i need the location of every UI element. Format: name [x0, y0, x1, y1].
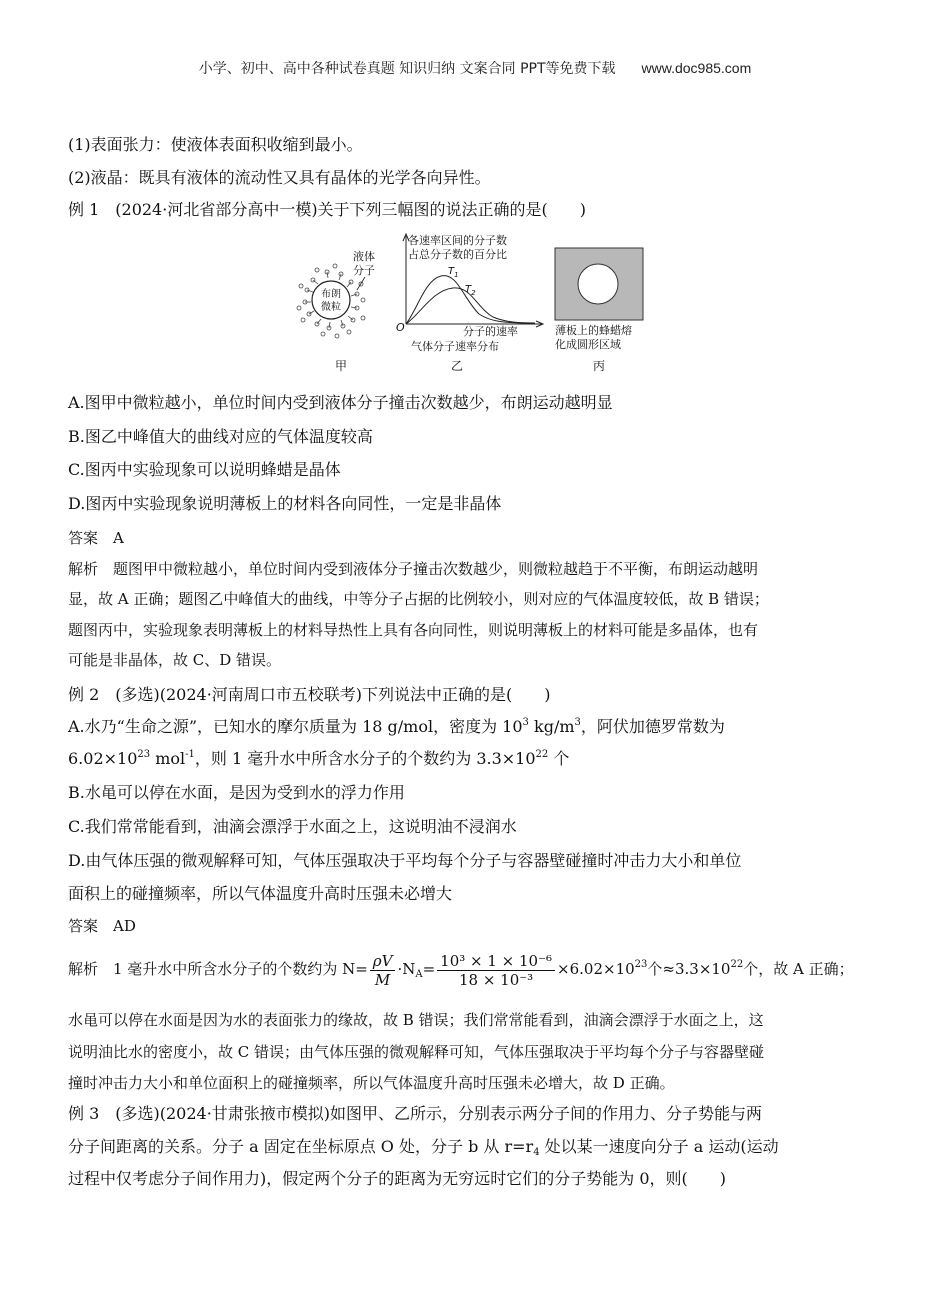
example1-option-c: C.图丙中实验现象可以说明蜂蜡是晶体	[68, 460, 341, 479]
example2-answer: 答案 AD	[68, 917, 136, 935]
figure-b-caption: 气体分子速率分布	[411, 340, 499, 353]
example1-option-a: A.图甲中微粒越小，单位时间内受到液体分子撞击次数越少，布朗运动越明显	[68, 393, 613, 412]
example1-explanation-1: 解析 题图甲中微粒越小，单位时间内受到液体分子撞击次数越少，则微粒越趋于不平衡，布朗运动越明	[68, 560, 759, 578]
example3-stem-line2: 分子间距离的关系。分子 a 固定在坐标原点 O 处，分子 b 从 $r=r_4$ 处以某一速度向分子 a 运动(运动	[68, 1137, 779, 1158]
example1-explanation-4: 可能是非晶体，故 C、D 错误。	[68, 651, 282, 669]
figure-a-molecule-label: 分子	[353, 264, 375, 277]
figure-a-brownian	[297, 249, 375, 373]
example1-option-b: B.图乙中峰值大的曲线对应的气体温度较高	[68, 427, 373, 446]
figure-c-caption2: 化成圆形区域	[555, 338, 621, 351]
figure-b-T2-label: $T_2$	[465, 284, 476, 297]
example2-stem: 例 2 (多选)(2024·河南周口市五校联考)下列说法中正确的是( )	[68, 685, 551, 704]
example2-explanation-3: 说明油比水的密度小，故 C 错误；由气体压强的微观解释可知，气体压强取决于平均每个分子与容器壁碰	[68, 1043, 765, 1061]
figure-a-liquid-label: 液体	[353, 250, 375, 263]
header-url[interactable]: www.doc985.com	[641, 60, 752, 76]
example2-option-a-line1: A.水乃“生命之源”，已知水的摩尔质量为 18 g/mol，密度为 $10^3$ $kg/m^3$，阿伏加德罗常数为	[68, 717, 725, 736]
example1-figure	[293, 228, 653, 378]
example2-explanation-formula: 解析 1 毫升水中所含水分子的个数约为 N= $\frac{\rho V}{M}$ $\cdot N_A=$ $\frac{\text{10³ × 1 × 10⁻⁶}}{\text{18 × 10⁻³}}$ $\times 6.02\times 10^{23}$个$\approx 3.3\times 10^{22}$个，故 A 正确；	[68, 951, 854, 989]
example1-answer: 答案 A	[68, 529, 124, 547]
example2-option-b: B.水黾可以停在水面，是因为受到水的浮力作用	[68, 783, 405, 802]
figure-b-origin: O	[396, 321, 405, 334]
figure-b-ylabel1: 各速率区间的分子数	[408, 234, 507, 247]
figure-a-particle-label1: 布朗	[321, 289, 341, 300]
figure-b-ylabel2: 占总分子数的百分比	[408, 248, 507, 261]
figure-c-caption1: 薄板上的蜂蜡熔	[555, 324, 632, 337]
example1-explanation-3: 题图丙中，实验现象表明薄板上的材料导热性上具有各向同性，则说明薄板上的材料可能是多晶体，也有	[68, 621, 759, 639]
note-surface-tension: (1)表面张力：使液体表面积收缩到最小。	[68, 135, 363, 154]
figure-c-wax-plate	[555, 248, 643, 373]
page-header	[0, 58, 950, 78]
example3-stem-line3: 过程中仅考虑分子间作用力)，假定两个分子的距离为无穷远时它们的分子势能为 0，则( )	[68, 1169, 726, 1188]
example2-option-d-line1: D.由气体压强的微观解释可知，气体压强取决于平均每个分子与容器壁碰撞时冲击力大小和单位	[68, 851, 742, 870]
figure-b-label: 乙	[451, 359, 464, 373]
example1-explanation-2: 显，故 A 正确；题图乙中峰值大的曲线，中等分子占据的比例较小，则对应的气体温度较低，故 B 错误；	[68, 590, 769, 608]
example3-stem-line1: 例 3 (多选)(2024·甘肃张掖市模拟)如图甲、乙所示，分别表示两分子间的作用力、分子势能与两	[68, 1104, 763, 1123]
example2-option-a-line2: $6.02\times 10^{23}$ mol$^{-1}$，则 1 毫升水中所含水分子的个数约为 $3.3\times 10^{22}$ 个	[68, 749, 570, 768]
figure-c-label: 丙	[593, 359, 606, 373]
note-liquid-crystal: (2)液晶：既具有液体的流动性又具有晶体的光学各向异性。	[68, 168, 491, 187]
figure-a-caption: 甲	[335, 359, 348, 373]
figure-b-distribution	[396, 233, 543, 373]
fraction-numeric: $\frac{\text{10³ × 1 × 10⁻⁶}}{\text{18 × 10⁻³}}$	[437, 952, 555, 989]
header-text: 小学、初中、高中各种试卷真题 知识归纳 文案合同 PPT等免费下载	[198, 61, 616, 77]
example2-option-c: C.我们常常能看到，油滴会漂浮于水面之上，这说明油不浸润水	[68, 817, 517, 836]
fraction-rhoV-over-M: $\frac{\rho V}{M}$	[370, 952, 396, 989]
example2-option-d-line2: 面积上的碰撞频率，所以气体温度升高时压强未必增大	[68, 884, 453, 903]
example2-explanation-2: 水黾可以停在水面是因为水的表面张力的缘故，故 B 错误；我们常常能看到，油滴会漂浮于水面之上，这	[68, 1011, 764, 1029]
example1-option-d: D.图丙中实验现象说明薄板上的材料各向同性，一定是非晶体	[68, 494, 502, 513]
figure-b-xlabel: 分子的速率	[463, 325, 518, 338]
example2-explanation-4: 撞时冲击力大小和单位面积上的碰撞频率，所以气体温度升高时压强未必增大，故 D 正确。	[68, 1074, 675, 1092]
figure-b-T1-label: $T_1$	[448, 266, 459, 279]
example1-stem: 例 1 (2024·河北省部分高中一模)关于下列三幅图的说法正确的是( )	[68, 200, 587, 219]
figure-a-particle-label2: 微粒	[321, 302, 341, 313]
